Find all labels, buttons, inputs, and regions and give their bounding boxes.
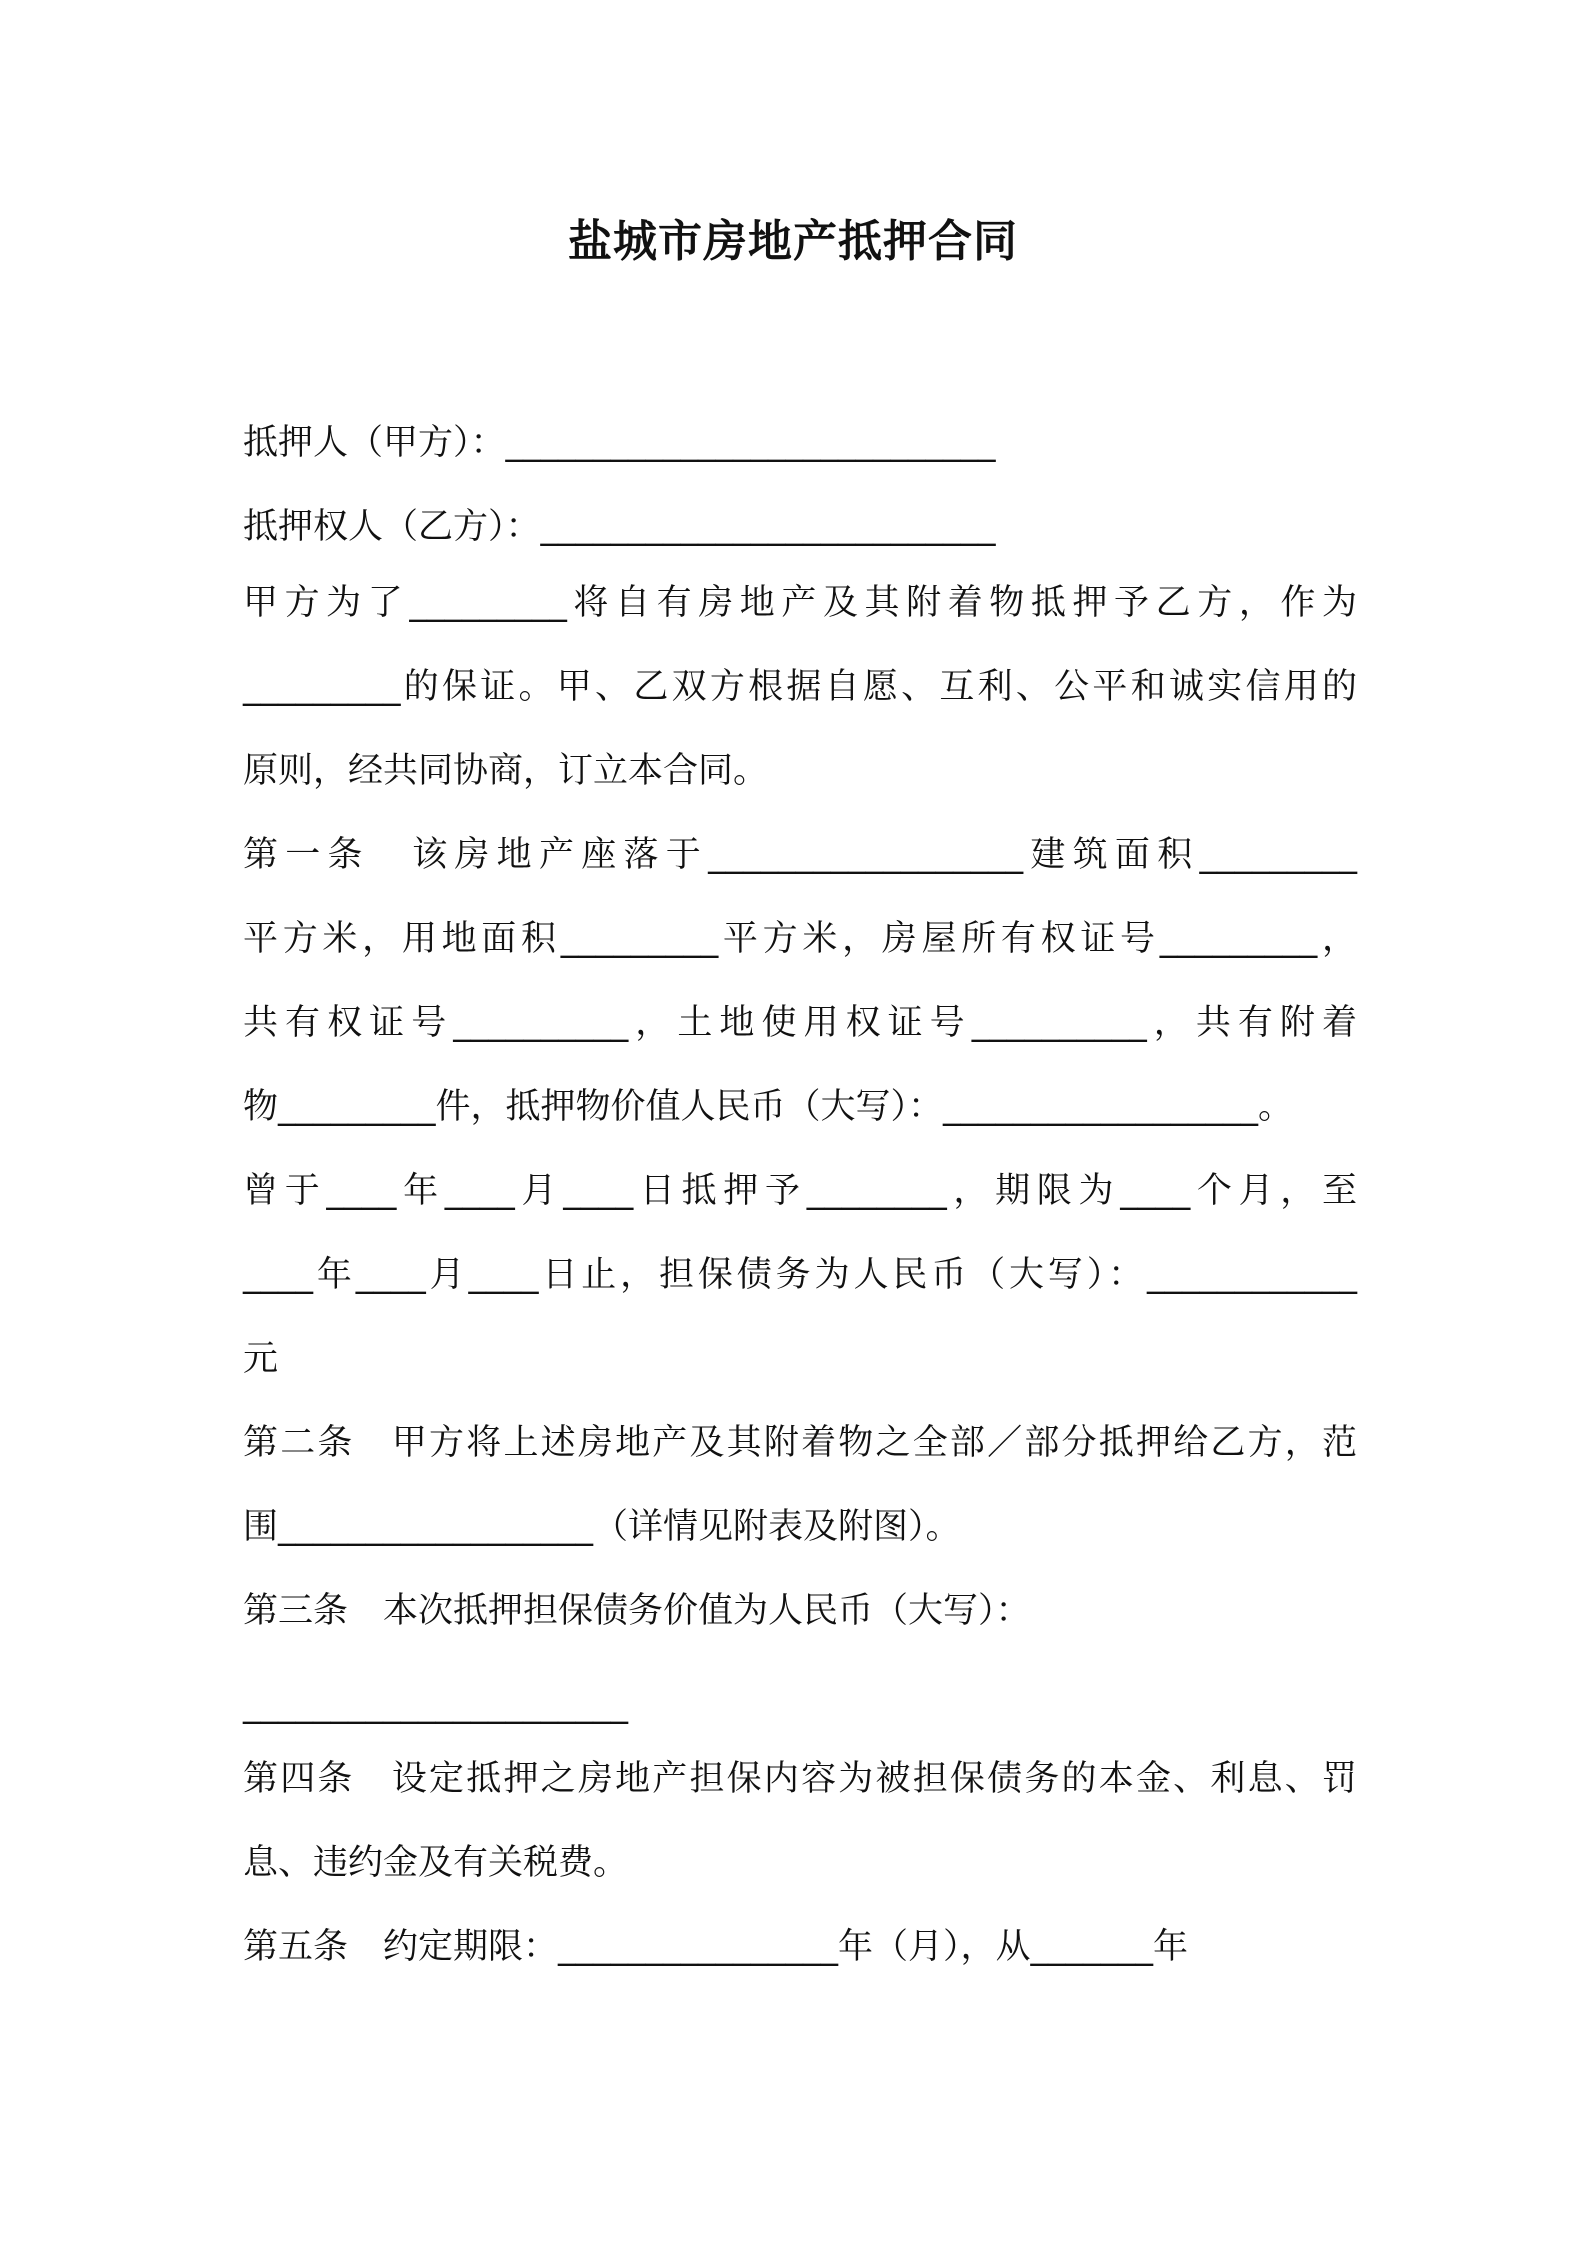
mortgagee-line: 抵押权人（乙方）：__________________________	[243, 507, 996, 547]
article-1-line-7: 元	[243, 1339, 279, 1379]
article-3-line-1: 第三条 本次抵押担保债务价值为人民币（大写）：	[243, 1591, 1031, 1631]
article-4-line-1: 第四条 设定抵押之房地产担保内容为被担保债务的本金、利息、罚	[243, 1759, 1357, 1799]
article-1-line-6: ____年____月____日止，担保债务为人民币（大写）：____________	[243, 1255, 1357, 1295]
preamble-line-2: _________的保证。甲、乙双方根据自愿、互利、公平和诚实信用的	[243, 667, 1357, 707]
article-1-line-1: 第一条 该房地产座落于__________________建筑面积_________	[243, 835, 1357, 875]
article-5-line-1: 第五条 约定期限：________________年（月），从_______年	[243, 1927, 1189, 1967]
article-1-line-2: 平方米，用地面积_________平方米，房屋所有权证号_________，	[243, 919, 1357, 959]
article-2-line-2: 围__________________（详情见附表及附图）。	[243, 1507, 961, 1547]
article-3-line-2: ______________________	[243, 1685, 628, 1725]
article-4-line-2: 息、违约金及有关税费。	[243, 1843, 629, 1883]
document-title: 盐城市房地产抵押合同	[568, 216, 1018, 267]
mortgagor-line: 抵押人（甲方）：____________________________	[243, 423, 996, 463]
article-2-line-1: 第二条 甲方将上述房地产及其附着物之全部／部分抵押给乙方，范	[243, 1423, 1357, 1463]
article-1-line-4: 物_________件，抵押物价值人民币（大写）：__________________。	[243, 1087, 1294, 1127]
preamble-line-1: 甲方为了_________将自有房地产及其附着物抵押予乙方，作为	[243, 583, 1357, 623]
article-1-line-5: 曾于____年____月____日抵押予________，期限为____个月，至	[243, 1171, 1357, 1211]
preamble-line-3: 原则，经共同协商，订立本合同。	[243, 751, 769, 791]
article-1-line-3: 共有权证号__________，土地使用权证号__________，共有附着	[243, 1003, 1357, 1043]
